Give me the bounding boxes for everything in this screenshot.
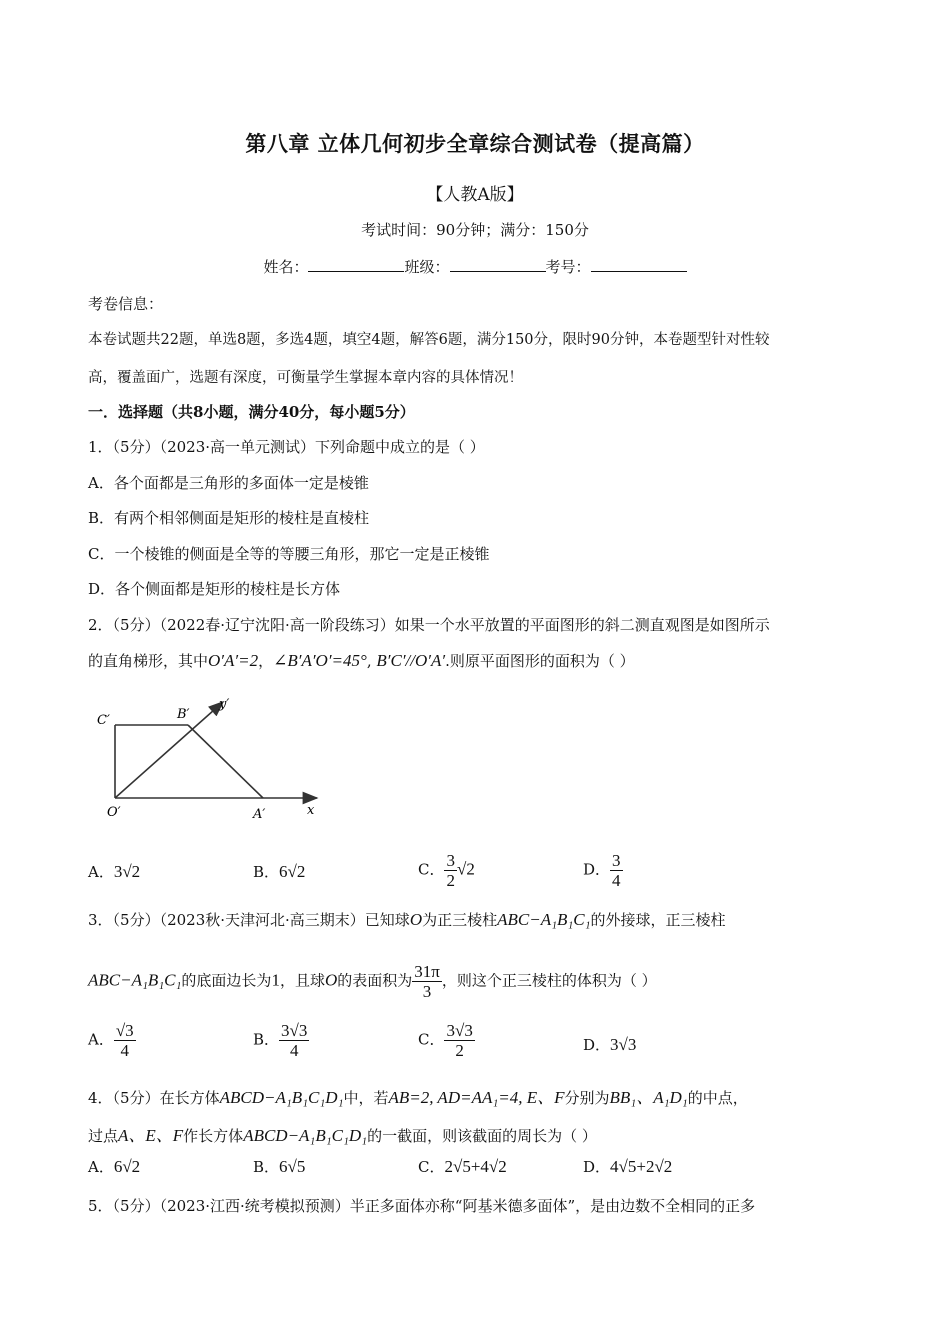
q2-line2: 的直角梯形，其中O′A′=2，∠B′A′O′=45°, B′C′//O′A′.则原平面图形的面积为（ ） <box>88 651 635 670</box>
label-c: C′ <box>97 713 110 728</box>
q2-trapezoid-figure <box>95 692 335 827</box>
q2-text-a: 的直角梯形，其中 <box>88 652 209 670</box>
label-x: x <box>307 803 315 818</box>
name-label: 姓名： <box>263 258 309 276</box>
class-label: 班级： <box>404 258 450 276</box>
q2-math-angle: ∠B′A′O′=45° <box>273 651 367 670</box>
label-b: B′ <box>177 707 190 722</box>
q2-option-b[interactable]: B．6√2 <box>253 862 306 881</box>
q1-option-b[interactable]: B．有两个相邻侧面是矩形的棱柱是直棱柱 <box>88 509 370 527</box>
name-blank[interactable] <box>308 257 404 272</box>
q1-option-a[interactable]: A．各个面都是三角形的多面体一定是棱锥 <box>88 474 369 492</box>
q2-math-oa: O′A′=2 <box>208 651 259 670</box>
student-fields <box>0 256 950 277</box>
q4-option-a[interactable]: A．6√2 <box>88 1157 141 1176</box>
number-label: 考号： <box>545 258 591 276</box>
q1-option-c[interactable]: C．一个棱锥的侧面是全等的等腰三角形，那它一定是正棱锥 <box>88 545 490 563</box>
q2-option-c[interactable]: C． $\frac{3}{2}$ √2 <box>418 851 475 890</box>
info-label: 考卷信息： <box>88 295 164 313</box>
q3-option-a[interactable]: A． $\frac{√3}{4}$ <box>88 1021 134 1060</box>
edition-label: 【人教A版】 <box>426 185 524 205</box>
q3-option-b[interactable]: B． $\frac{3√3}{4}$ <box>253 1021 308 1060</box>
q2-stem: 2．（5分）（2022春·辽宁沈阳·高一阶段练习）如果一个水平放置的平面图形的斜二测直观图是如图所示 <box>88 616 770 634</box>
page-title: 第八章 立体几何初步全章综合测试卷（提高篇） <box>245 132 705 156</box>
class-blank[interactable] <box>450 257 546 272</box>
q4-option-d[interactable]: D．4√5+2√2 <box>583 1157 673 1176</box>
exam-time: 考试时间：90分钟；满分：150分 <box>361 221 589 239</box>
q4-line2: 过点A、E、F作长方体ABCD−A₁B₁C₁D₁的一截面，则该截面的周长为（ ） <box>88 1126 597 1145</box>
q1-stem: 1．（5分）（2023·高一单元测试）下列命题中成立的是（ ） <box>88 438 485 456</box>
section-heading: 一．选择题（共8小题，满分40分，每小题5分） <box>88 403 415 421</box>
label-o: O′ <box>107 805 121 820</box>
q4-option-c[interactable]: C．2√5+4√2 <box>418 1157 507 1176</box>
label-a: A′ <box>253 807 266 822</box>
label-y: y′ <box>219 697 230 712</box>
q5-stem: 5．（5分）（2023·江西·统考模拟预测）半正多面体亦称“阿基米德多面体”，是由边数不全相同的正多 <box>88 1197 756 1215</box>
q4-stem: 4．（5分）在长方体ABCD−A₁B₁C₁D₁中，若AB=2, AD=AA₁=4, E、F分别为BB₁、A₁D₁的中点， <box>88 1088 748 1107</box>
y-axis <box>115 702 223 798</box>
q3-option-d[interactable]: D．3√3 <box>583 1035 637 1054</box>
q3-option-c[interactable]: C． $\frac{3√3}{2}$ <box>418 1021 473 1060</box>
q2-math-bc: B′C′//O′A′ <box>376 651 446 670</box>
edge-ba <box>188 725 263 798</box>
info-line2: 高，覆盖面广，选题有深度，可衡量学生掌握本章内容的具体情况！ <box>88 370 523 386</box>
number-blank[interactable] <box>591 257 687 272</box>
q3-stem: 3．（5分）（2023秋·天津河北·高三期末）已知球O为正三棱柱ABC−A₁B₁C₁的外接球，正三棱柱 <box>88 910 726 929</box>
q4-option-b[interactable]: B．6√5 <box>253 1157 306 1176</box>
q1-option-d[interactable]: D．各个侧面都是矩形的棱柱是长方体 <box>88 580 341 598</box>
q2-option-a[interactable]: A．3√2 <box>88 862 141 881</box>
q2-option-d[interactable]: D． $\frac{3}{4}$ <box>583 851 621 890</box>
q2-text-b: .则原平面图形的面积为（ ） <box>445 652 635 670</box>
q3-line2: ABC−A₁B₁C₁的底面边长为1，且球O的表面积为 $\frac{31\pi}{3}$ ，则这个正三棱柱的体积为（ ） <box>88 962 657 1001</box>
info-line1: 本卷试题共22题，单选8题，多选4题，填空4题，解答6题，满分150分，限时90分钟，本卷题型针对性较 <box>88 332 770 348</box>
